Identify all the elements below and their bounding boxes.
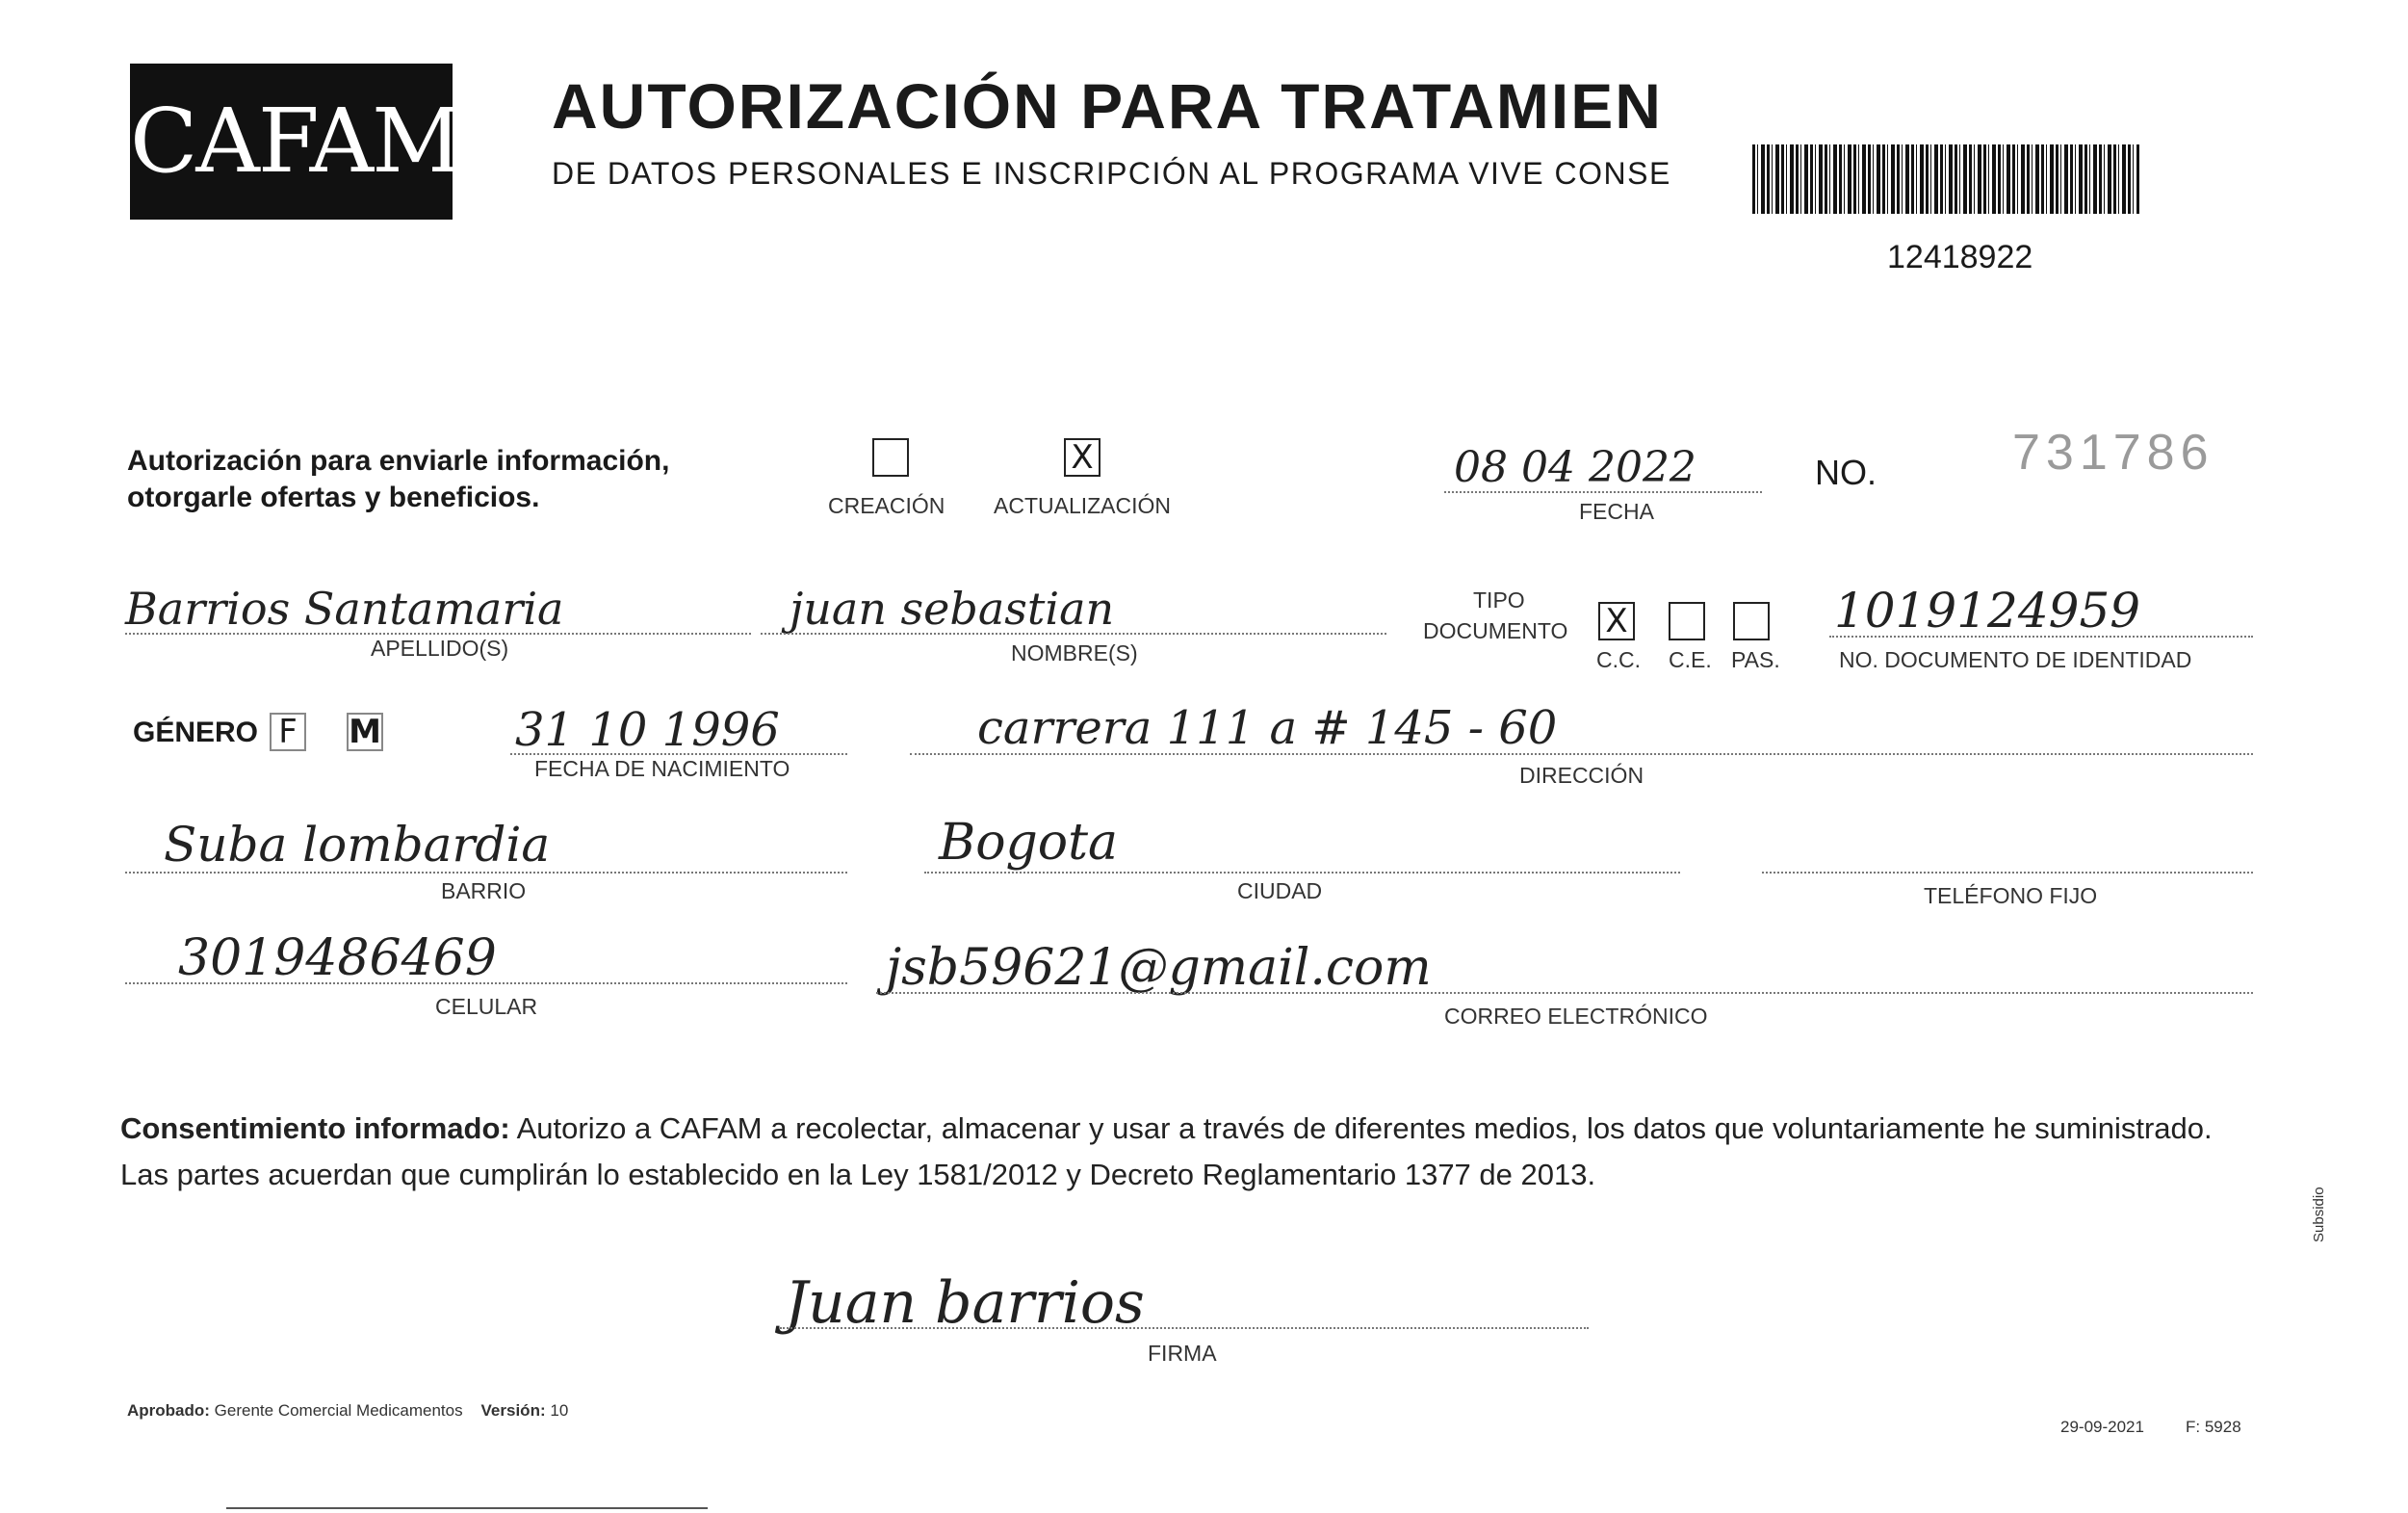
fecha-label: FECHA [1579,499,1654,524]
barrio-label: BARRIO [441,878,527,903]
bottom-line [226,1507,708,1509]
pas-label: PAS. [1731,647,1780,672]
creacion-label: CREACIÓN [828,493,945,518]
tipo-label: TIPO [1473,587,1525,613]
celular-value: 3019486469 [178,929,497,987]
apellidos-line [125,633,751,635]
aprobado-label: Aprobado: [127,1401,210,1420]
correo-label: CORREO ELECTRÓNICO [1444,1004,1708,1029]
footer-code: F: 5928 [2186,1418,2241,1436]
genero-f-option[interactable]: F [270,713,306,751]
nombres-label: NOMBRE(S) [1011,640,1138,665]
apellidos-value: Barrios Santamaria [125,583,564,635]
telefono-label: TELÉFONO FIJO [1924,883,2098,908]
fecha-nacimiento-line [510,753,847,755]
direccion-value: carrera 111 a # 145 - 60 [977,701,1558,755]
aprobado-value: Gerente Comercial Medicamentos [214,1401,463,1420]
documento-value: 1019124959 [1834,583,2141,639]
genero-label: GÉNERO [133,717,259,748]
no-label: NO. [1815,453,1877,492]
apellidos-label: APELLIDO(S) [371,636,509,661]
documento-label: NO. DOCUMENTO DE IDENTIDAD [1839,647,2192,672]
creacion-checkbox[interactable] [872,438,909,477]
consent-lead: Consentimiento informado: [120,1111,510,1145]
side-vertical-text: Subsidio [2311,1187,2327,1242]
signature-line [780,1327,1589,1329]
ce-label: C.E. [1669,647,1712,672]
ciudad-line [924,872,1680,874]
documento-line [1829,636,2253,638]
cc-label: C.C. [1596,647,1641,672]
consent-text: Autorizo a CAFAM a recolectar, almacenar y usar a través de diferentes medios, los datos que voluntariamente he suministrado. Las partes acuerdan que cumplirán lo establecido en la Ley 1581/2012 y Decreto Reglamentario 1377 de 2013. [120,1111,2213,1191]
signature-label: FIRMA [1148,1341,1217,1366]
authorization-text-line1: Autorización para enviarle información, [127,445,670,477]
celular-label: CELULAR [435,994,538,1019]
correo-value: jsb59621@gmail.com [886,939,1432,997]
barcode [1752,144,2139,214]
actualizacion-label: ACTUALIZACIÓN [994,493,1172,518]
signature-value: Juan barrios [785,1269,1145,1337]
version-label: Versión: [480,1401,546,1420]
celular-line [125,982,847,984]
barrio-line [125,872,847,874]
version-value: 10 [550,1401,569,1420]
cafam-logo: CAFAM [130,64,453,220]
footer-approval [127,1401,568,1421]
form-title: AUTORIZACIÓN PARA TRATAMIEN [552,70,1663,142]
telefono-line [1762,872,2253,874]
authorization-text [127,443,669,516]
ciudad-label: CIUDAD [1237,878,1323,903]
ciudad-value: Bogota [939,814,1119,872]
footer-date: 29-09-2021 [2060,1418,2144,1436]
consent-paragraph [120,1106,2267,1198]
direccion-label: DIRECCIÓN [1519,763,1644,788]
authorization-text-line2: otorgarle ofertas y beneficios. [127,482,540,513]
barrio-value: Suba lombardia [164,817,551,873]
fecha-value: 08 04 2022 [1454,443,1696,492]
fecha-nacimiento-label: FECHA DE NACIMIENTO [534,756,790,781]
fecha-line [1444,491,1762,493]
ce-checkbox[interactable] [1669,602,1705,640]
pas-checkbox[interactable] [1733,602,1770,640]
actualizacion-checkbox[interactable]: X [1064,438,1100,477]
documento-type-label: DOCUMENTO [1423,618,1568,643]
genero-m-option[interactable]: M [347,713,383,751]
no-value: 731786 [2012,425,2214,481]
correo-line [876,992,2253,994]
direccion-line [910,753,2253,755]
barcode-number: 12418922 [1887,239,2033,275]
fecha-nacimiento-value: 31 10 1996 [515,703,780,757]
cc-checkbox[interactable]: X [1598,602,1635,640]
form-subtitle: DE DATOS PERSONALES E INSCRIPCIÓN AL PROGRAMA VIVE CONSE [552,156,1671,191]
nombres-line [761,633,1386,635]
nombres-value: juan sebastian [790,583,1115,635]
